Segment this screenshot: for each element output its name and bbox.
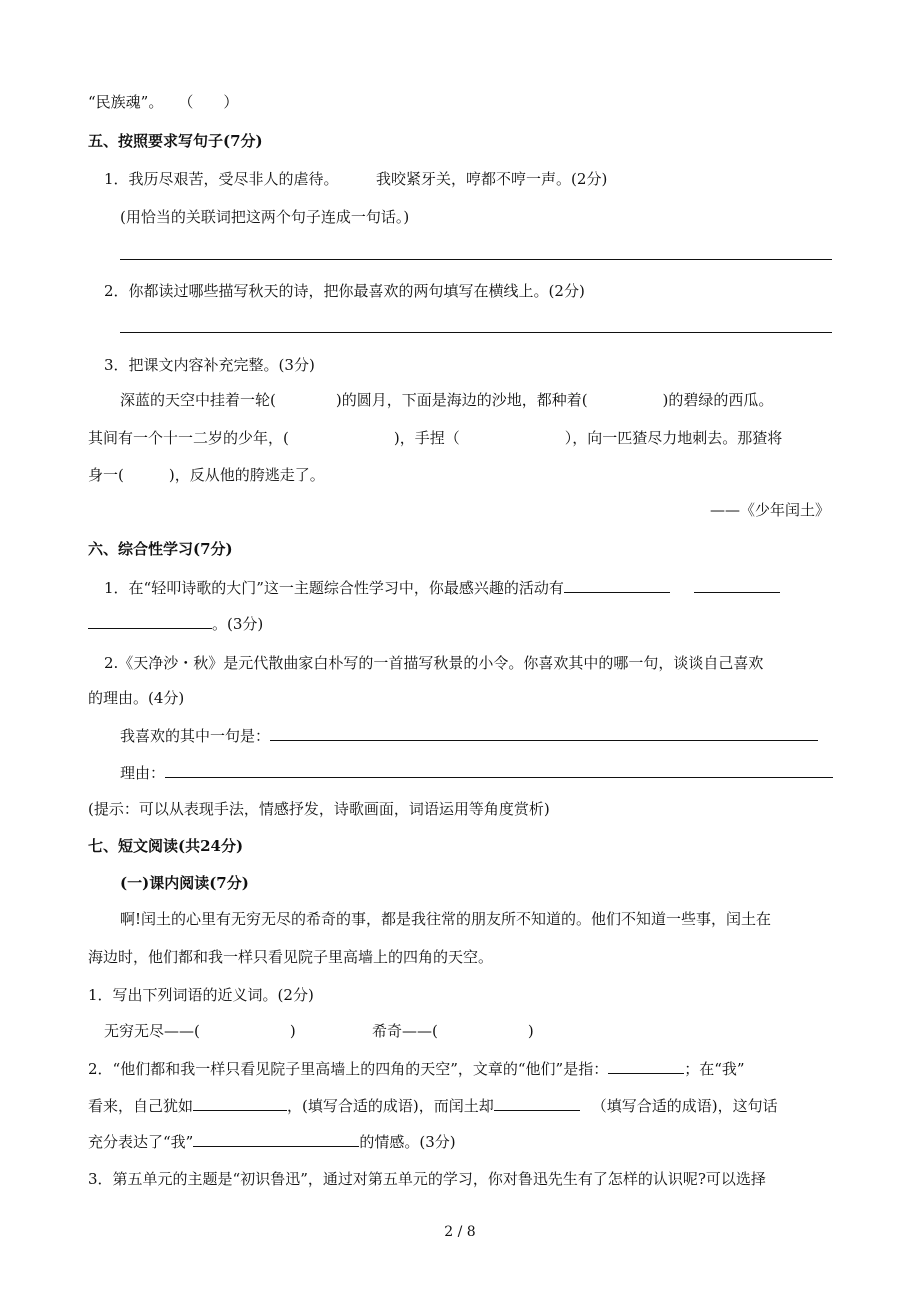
q7-2-blank-3[interactable] [494, 1096, 580, 1111]
q6-2-text-2: 的理由。(4分) [88, 689, 185, 707]
q7-2-blank-2[interactable] [193, 1096, 287, 1111]
q5-2-answer-line[interactable] [120, 332, 832, 333]
section-6-heading: 六、综合性学习(7分) [88, 540, 233, 558]
tip-text: (提示：可以从表现手法，情感抒发，诗歌画面，词语运用等角度赏析) [88, 800, 550, 818]
section-7-heading: 七、短文阅读(共24分) [88, 837, 244, 855]
reading-line-2: 海边时，他们都和我一样只看见院子里高墙上的四角的天空。 [88, 948, 494, 966]
reason-answer-line[interactable] [165, 763, 833, 778]
fav-label: 我喜欢的其中一句是： [120, 727, 271, 745]
q6-1-blank-2[interactable] [694, 578, 780, 593]
reason-label: 理由： [120, 764, 166, 782]
q5-1-hint: (用恰当的关联词把这两个句子连成一句话。) [120, 208, 410, 226]
q7-2-text-e: （填写合适的成语)，这句话 [591, 1097, 778, 1115]
q7-1-item-a: 无穷无尽——( ) [104, 1022, 296, 1040]
passage-line-1: 深蓝的天空中挂着一轮( )的圆月，下面是海边的沙地，都种着( )的碧绿的西瓜。 [120, 391, 774, 409]
q6-1-text: 1．在“轻叩诗歌的大门”这一主题综合性学习中，你最感兴趣的活动有 [104, 579, 564, 597]
q7-2-text-d: ，(填写合适的成语)，而闰土却 [287, 1097, 494, 1115]
q7-2-text-g: 的情感。(3分) [359, 1133, 456, 1151]
q7-1-item-b: 希奇——( ) [372, 1022, 534, 1040]
section-7-1-heading: (一)课内阅读(7分) [120, 874, 249, 892]
reading-line-1: 啊!闰土的心里有无穷无尽的希奇的事，都是我往常的朋友所不知道的。他们不知道一些事，闰土在 [120, 910, 772, 928]
q7-2-text-b: ；在“我” [684, 1060, 745, 1078]
q7-2-text: 2．“他们都和我一样只看见院子里高墙上的四角的天空”，文章的“他们”是指： [88, 1060, 609, 1078]
q7-2-text-f: 充分表达了“我” [88, 1133, 194, 1151]
q5-3-text: 3．把课文内容补充完整。(3分) [104, 356, 315, 374]
passage-line-3: 身一( )，反从他的胯逃走了。 [88, 466, 325, 484]
q6-1-line-2 [88, 614, 263, 634]
q6-1-blank-3[interactable] [88, 614, 212, 629]
section-5-heading: 五、按照要求写句子(7分) [88, 132, 263, 150]
passage-line-2: 其间有一个十一二岁的少年，( )，手捏（ ），向一匹猹尽力地刺去。那猹将 [88, 429, 783, 447]
q5-1-text: 1．我历尽艰苦，受尽非人的虐待。 我咬紧牙关，哼都不哼一声。(2分) [104, 170, 608, 188]
fav-answer-line[interactable] [270, 726, 818, 741]
q6-1-score: 。(3分) [212, 615, 264, 633]
q7-1-text: 1．写出下列词语的近义词。(2分) [88, 986, 314, 1004]
q7-2-text-c: 看来，自己犹如 [88, 1097, 194, 1115]
q7-2-line-1 [88, 1059, 745, 1079]
q7-3-text: 3．第五单元的主题是“初识鲁迅”，通过对第五单元的学习，你对鲁迅先生有了怎样的认识呢?可以选择 [88, 1170, 766, 1188]
q5-1-answer-line[interactable] [120, 259, 832, 260]
passage-source: ——《少年闰土》 [709, 501, 830, 519]
q7-2-blank-4[interactable] [193, 1132, 359, 1147]
prev-question-tail: “民族魂”。 （ ） [88, 93, 239, 111]
page-number: 2 / 8 [444, 1224, 476, 1240]
q7-2-line-2 [88, 1096, 778, 1116]
q7-2-line-3 [88, 1132, 456, 1152]
q6-1-line [104, 578, 780, 598]
reason-line [120, 763, 833, 783]
q6-2-text: 2.《天净沙・秋》是元代散曲家白朴写的一首描写秋景的小令。你喜欢其中的哪一句，谈谈自己喜欢 [104, 654, 764, 672]
q7-2-blank-1[interactable] [608, 1059, 684, 1074]
q5-2-text: 2．你都读过哪些描写秋天的诗，把你最喜欢的两句填写在横线上。(2分) [104, 282, 585, 300]
fav-line [120, 726, 818, 746]
q6-1-blank-1[interactable] [564, 578, 670, 593]
